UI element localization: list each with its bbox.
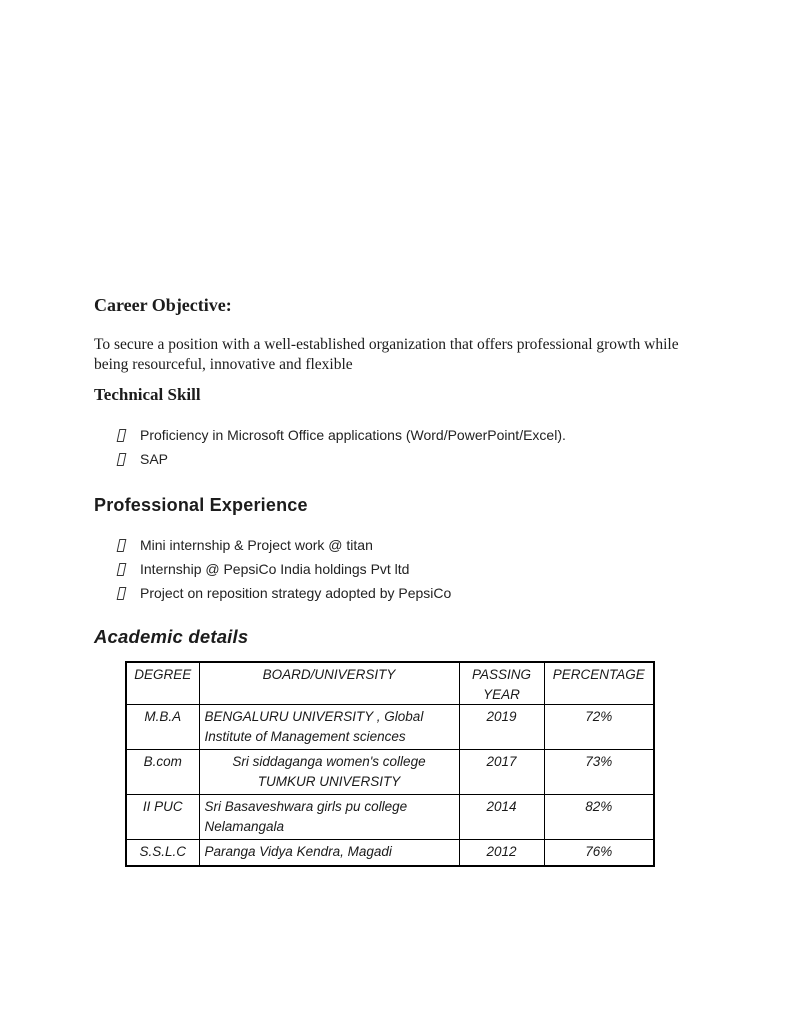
list-item (118, 581, 701, 605)
degree-cell: S.S.L.C (126, 840, 199, 866)
year-cell: 2017 (459, 750, 544, 795)
board-line: Sri siddaganga women's college (232, 754, 426, 769)
list-item-label: SAP (140, 451, 169, 467)
degree-cell: II PUC (126, 795, 199, 840)
list-item-label: Proficiency in Microsoft Office applications (Word/PowerPoint/Excel). (140, 427, 566, 443)
col-header-percentage: PERCENTAGE (544, 662, 654, 705)
table-header-row (126, 662, 654, 705)
col-header-board: BOARD/UNIVERSITY (199, 662, 459, 705)
table-row (126, 750, 654, 795)
professional-experience-list (118, 533, 701, 605)
table-row (126, 795, 654, 840)
board-line: TUMKUR UNIVERSITY (257, 773, 401, 789)
list-item (118, 447, 701, 471)
board-line: BENGALURU UNIVERSITY , Global (204, 709, 424, 724)
career-objective-heading: Career Objective: (94, 295, 232, 315)
percentage-cell: 82% (544, 795, 654, 840)
year-cell: 2014 (459, 795, 544, 840)
board-cell (199, 795, 459, 840)
table-row (126, 705, 654, 750)
degree-cell: M.B.A (126, 705, 199, 750)
col-header-passing-year: PASSING YEAR (459, 662, 544, 705)
list-item-label: Internship @ PepsiCo India holdings Pvt ltd (140, 561, 410, 577)
board-cell (199, 750, 459, 795)
board-line: Nelamangala (204, 818, 285, 834)
percentage-cell: 72% (544, 705, 654, 750)
board-cell (199, 840, 459, 866)
list-item (118, 423, 701, 447)
board-line: Paranga Vidya Kendra, Magadi (204, 844, 392, 859)
bullet-box-icon (117, 587, 127, 600)
degree-cell: B.com (126, 750, 199, 795)
academic-table (125, 661, 655, 867)
percentage-cell: 73% (544, 750, 654, 795)
list-item (118, 533, 701, 557)
bullet-box-icon (117, 539, 127, 552)
board-line: Sri Basaveshwara girls pu college (204, 799, 408, 814)
board-cell (199, 705, 459, 750)
year-cell: 2012 (459, 840, 544, 866)
col-header-degree: DEGREE (126, 662, 199, 705)
board-line: Institute of Management sciences (204, 728, 406, 744)
bullet-box-icon (117, 429, 127, 442)
percentage-cell: 76% (544, 840, 654, 866)
list-item-label: Project on reposition strategy adopted by PepsiCo (140, 585, 452, 601)
bullet-box-icon (117, 563, 127, 576)
technical-skill-list (118, 423, 701, 471)
table-row (126, 840, 654, 866)
academic-details-heading: Academic details (94, 626, 249, 647)
year-cell: 2019 (459, 705, 544, 750)
career-objective-text: To secure a position with a well-established organization that offers professional growth while being resourceful, innovative and flexible (94, 336, 679, 373)
professional-experience-heading: Professional Experience (94, 495, 308, 515)
list-item (118, 557, 701, 581)
technical-skill-heading: Technical Skill (94, 385, 201, 404)
bullet-box-icon (117, 453, 127, 466)
list-item-label: Mini internship & Project work @ titan (140, 537, 373, 553)
